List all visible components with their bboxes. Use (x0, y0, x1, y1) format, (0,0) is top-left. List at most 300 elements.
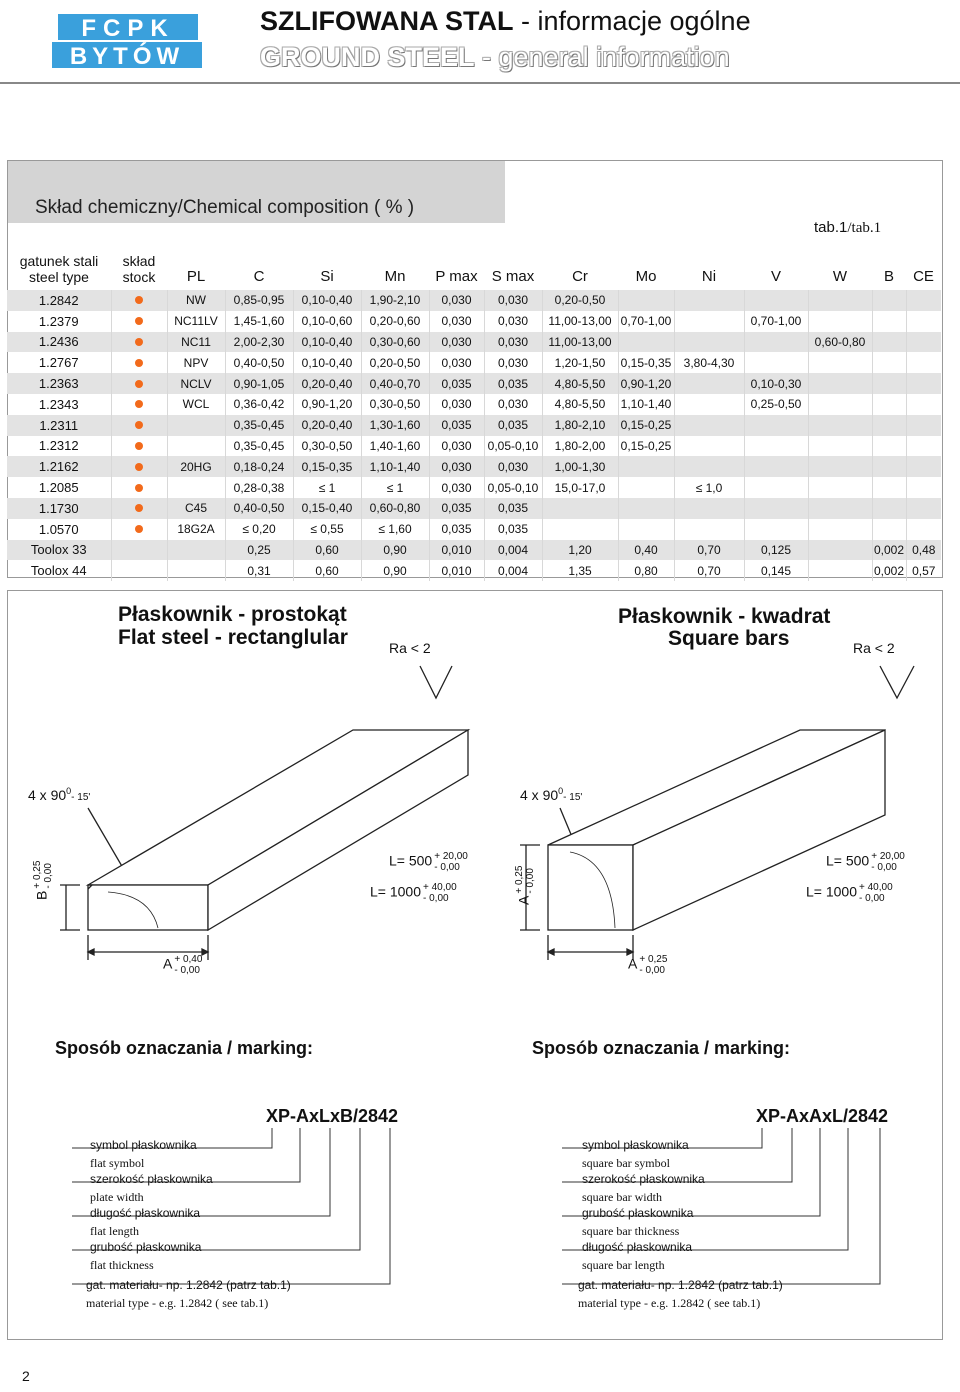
col-cr: Cr (572, 268, 588, 285)
col-ce: CE (913, 268, 934, 285)
fcpk-bytow-logo (48, 8, 208, 72)
cell-mn: 0,90 (361, 540, 429, 561)
cell-grade: 1.2312 (7, 436, 111, 457)
cell-si: 0,30-0,50 (293, 436, 361, 457)
cell-cr: 0,20-0,50 (542, 290, 618, 311)
cell-si: 0,60 (293, 540, 361, 561)
cell-s: 0,05-0,10 (484, 477, 542, 498)
marking-item-pl: gat. materiału- np. 1.2842 (patrz tab.1) (578, 1278, 783, 1292)
cell-mo: 0,15-0,25 (618, 436, 674, 457)
cell-v: 0,125 (744, 540, 808, 561)
cell-b (872, 477, 906, 498)
cell-mo (618, 290, 674, 311)
stock-indicator (111, 540, 167, 561)
cell-si: 0,10-0,40 (293, 352, 361, 373)
stock-dot-icon (135, 525, 143, 533)
square-title-en: Square bars (668, 627, 790, 650)
cell-p: 0,030 (429, 352, 484, 373)
cell-mo (618, 477, 674, 498)
table-row (7, 540, 941, 561)
cell-ni (674, 373, 744, 394)
flat-length-1000: L= 1000 + 40,00 - 0,00 (370, 882, 457, 904)
cell-pl: NCLV (167, 373, 225, 394)
cell-grade: 1.2311 (7, 415, 111, 436)
cell-w (808, 477, 872, 498)
square-dim-a-label: A + 0,25 - 0,00 (628, 954, 668, 976)
cell-ce (906, 332, 941, 353)
cell-mn: 1,40-1,60 (361, 436, 429, 457)
cell-pl: WCL (167, 394, 225, 415)
cell-pl (167, 477, 225, 498)
cell-v: 0,10-0,30 (744, 373, 808, 394)
cell-pl: 20HG (167, 456, 225, 477)
cell-mn: 0,20-0,50 (361, 352, 429, 373)
cell-p: 0,030 (429, 311, 484, 332)
cell-b (872, 352, 906, 373)
cell-grade: 1.0570 (7, 519, 111, 540)
cell-ce (906, 477, 941, 498)
cell-ni (674, 519, 744, 540)
cell-si: 0,20-0,40 (293, 415, 361, 436)
title-pl-bold: SZLIFOWANA STAL (260, 6, 514, 36)
cell-ni: ≤ 1,0 (674, 477, 744, 498)
flat-title-en: Flat steel - rectanglular (118, 626, 348, 649)
tab-ref-b: /tab.1 (847, 220, 882, 236)
cell-pl (167, 436, 225, 457)
col-w: W (832, 268, 848, 285)
stock-indicator (111, 352, 167, 373)
cell-mo: 0,80 (618, 560, 674, 581)
stock-dot-icon (135, 463, 143, 471)
cell-grade: 1.2343 (7, 394, 111, 415)
cell-cr: 1,20 (542, 540, 618, 561)
cell-ce (906, 519, 941, 540)
table-row (7, 519, 941, 540)
marking-flat-title: Sposób oznaczania / marking: (55, 1038, 314, 1058)
cell-cr: 4,80-5,50 (542, 373, 618, 394)
cell-c: 0,25 (225, 540, 293, 561)
cell-mo: 0,15-0,35 (618, 352, 674, 373)
cell-si: 0,90-1,20 (293, 394, 361, 415)
cell-p: 0,030 (429, 456, 484, 477)
cell-w (808, 436, 872, 457)
marking-item-pl: grubość płaskownika (582, 1206, 694, 1220)
marking-item-en: square bar thickness (582, 1224, 680, 1238)
stock-dot-icon (135, 421, 143, 429)
cell-grade: 1.2436 (7, 332, 111, 353)
cell-ni (674, 332, 744, 353)
cell-c: 0,90-1,05 (225, 373, 293, 394)
cell-cr: 4,80-5,50 (542, 394, 618, 415)
cell-mn: 0,90 (361, 560, 429, 581)
cell-w (808, 394, 872, 415)
cell-si: 0,20-0,40 (293, 373, 361, 394)
page-title-pl (260, 6, 751, 37)
cell-ni: 3,80-4,30 (674, 352, 744, 373)
cell-ce (906, 394, 941, 415)
cell-mn: 0,40-0,70 (361, 373, 429, 394)
cell-pl (167, 415, 225, 436)
cell-ni (674, 436, 744, 457)
stock-indicator (111, 373, 167, 394)
page-title-en (260, 42, 730, 73)
stock-dot-icon (135, 296, 143, 304)
square-ra: Ra < 2 (853, 640, 895, 656)
marking-item-pl: gat. materiału- np. 1.2842 (patrz tab.1) (86, 1278, 291, 1292)
table-row (7, 352, 941, 373)
svg-text:FCPK: FCPK (81, 15, 175, 42)
cell-w (808, 540, 872, 561)
cell-ni (674, 311, 744, 332)
cell-mo (618, 456, 674, 477)
cell-ce (906, 373, 941, 394)
cell-w (808, 519, 872, 540)
cell-grade: 1.2162 (7, 456, 111, 477)
cell-cr: 1,20-1,50 (542, 352, 618, 373)
flat-dim-b-label: B+ 0,25 - 0,00 (32, 860, 54, 900)
flat-roughness-symbol (420, 666, 452, 698)
stock-indicator (111, 311, 167, 332)
square-title-pl: Płaskownik - kwadrat (618, 605, 831, 628)
cell-pl: NC11 (167, 332, 225, 353)
cell-b (872, 456, 906, 477)
cell-ni (674, 394, 744, 415)
table-row (7, 456, 941, 477)
cell-b (872, 436, 906, 457)
cell-pl: NW (167, 290, 225, 311)
composition-title: Skład chemiczny/Chemical composition ( % ) (35, 197, 415, 218)
table-row (7, 290, 941, 311)
cell-mo: 0,90-1,20 (618, 373, 674, 394)
title-en-bold: GROUND STEEL (260, 42, 475, 72)
cell-v (744, 290, 808, 311)
cell-ce (906, 311, 941, 332)
marking-item-pl: długość płaskownika (90, 1206, 201, 1220)
cell-w (808, 498, 872, 519)
cell-ce (906, 498, 941, 519)
marking-item-en: square bar symbol (582, 1156, 670, 1170)
cell-b (872, 373, 906, 394)
cell-c: 0,18-0,24 (225, 456, 293, 477)
cell-v: 0,25-0,50 (744, 394, 808, 415)
stock-indicator (111, 477, 167, 498)
cell-pl: NC11LV (167, 311, 225, 332)
cell-w (808, 290, 872, 311)
cell-b (872, 415, 906, 436)
stock-indicator (111, 290, 167, 311)
cell-s: 0,030 (484, 311, 542, 332)
square-dim-side-label: A+ 0,25 - 0,00 (514, 865, 536, 905)
cell-s: 0,004 (484, 560, 542, 581)
marking-item-en: square bar length (582, 1258, 665, 1272)
stock-dot-icon (135, 484, 143, 492)
cell-p: 0,030 (429, 290, 484, 311)
cell-s: 0,030 (484, 332, 542, 353)
col-c: C (253, 268, 265, 285)
col-v: V (770, 268, 781, 285)
cell-mo: 0,70-1,00 (618, 311, 674, 332)
cell-b: 0,002 (872, 560, 906, 581)
cell-pl (167, 540, 225, 561)
cell-s: 0,035 (484, 498, 542, 519)
cell-s: 0,035 (484, 519, 542, 540)
cell-grade: 1.2842 (7, 290, 111, 311)
table-reference (814, 219, 881, 237)
cell-mn: ≤ 1,60 (361, 519, 429, 540)
flat-dim-a-label: A + 0,40 - 0,00 (163, 954, 203, 976)
cell-mn: 0,20-0,60 (361, 311, 429, 332)
stock-dot-icon (135, 442, 143, 450)
header-divider (0, 82, 960, 84)
stock-indicator (111, 560, 167, 581)
marking-item-en: square bar width (582, 1190, 662, 1204)
cell-grade: 1.2379 (7, 311, 111, 332)
cell-ni: 0,70 (674, 540, 744, 561)
cell-c: 0,85-0,95 (225, 290, 293, 311)
table-row (7, 415, 941, 436)
flat-length-500: L= 500 + 20,00 - 0,00 (389, 851, 468, 873)
cell-p: 0,030 (429, 332, 484, 353)
svg-text:BYTÓW: BYTÓW (69, 43, 185, 70)
marking-item-pl: symbol płaskownika (582, 1138, 689, 1152)
cell-grade: 1.2085 (7, 477, 111, 498)
cell-w (808, 560, 872, 581)
cell-b (872, 332, 906, 353)
cell-cr: 1,80-2,00 (542, 436, 618, 457)
cell-si: 0,15-0,40 (293, 498, 361, 519)
cell-grade: 1.2363 (7, 373, 111, 394)
cell-c: 2,00-2,30 (225, 332, 293, 353)
cell-v (744, 352, 808, 373)
cell-s: 0,004 (484, 540, 542, 561)
stock-dot-icon (135, 380, 143, 388)
cell-grade: Toolox 33 (7, 540, 111, 561)
cell-mn: 1,90-2,10 (361, 290, 429, 311)
cell-mo (618, 332, 674, 353)
cell-w (808, 352, 872, 373)
cell-si: ≤ 0,55 (293, 519, 361, 540)
cell-mo: 0,40 (618, 540, 674, 561)
cell-s: 0,030 (484, 352, 542, 373)
cell-si: ≤ 1 (293, 477, 361, 498)
cell-si: 0,10-0,40 (293, 332, 361, 353)
cell-p: 0,030 (429, 477, 484, 498)
cell-mn: 0,30-0,60 (361, 332, 429, 353)
flat-chamfer: 4 x 900- 15' (28, 786, 91, 803)
stock-dot-icon (135, 317, 143, 325)
cell-ce (906, 415, 941, 436)
table-row (7, 560, 941, 581)
cell-c: ≤ 0,20 (225, 519, 293, 540)
cell-p: 0,030 (429, 394, 484, 415)
cell-w: 0,60-0,80 (808, 332, 872, 353)
square-roughness-symbol (880, 666, 914, 698)
cell-v (744, 436, 808, 457)
cell-cr: 11,00-13,00 (542, 332, 618, 353)
stock-indicator (111, 436, 167, 457)
flat-dim-b (60, 885, 80, 930)
cell-pl (167, 560, 225, 581)
cell-c: 0,28-0,38 (225, 477, 293, 498)
square-length-1000: L= 1000 + 40,00 - 0,00 (806, 882, 893, 904)
cell-w (808, 373, 872, 394)
cell-p: 0,035 (429, 498, 484, 519)
marking-square-code: XP-AxAxL/2842 (756, 1106, 889, 1126)
cell-s: 0,030 (484, 394, 542, 415)
cell-p: 0,030 (429, 436, 484, 457)
stock-indicator (111, 498, 167, 519)
marking-square-title: Sposób oznaczania / marking: (532, 1038, 791, 1058)
cell-v: 0,145 (744, 560, 808, 581)
title-en-rest: - general information (474, 42, 730, 72)
stock-dot-icon (135, 359, 143, 367)
square-dim-a (548, 935, 633, 960)
cell-v: 0,70-1,00 (744, 311, 808, 332)
cell-mn: 1,10-1,40 (361, 456, 429, 477)
stock-indicator (111, 456, 167, 477)
col-smax: S max (491, 268, 535, 285)
marking-item-en: plate width (90, 1190, 144, 1204)
cell-si: 0,10-0,60 (293, 311, 361, 332)
cell-cr: 1,00-1,30 (542, 456, 618, 477)
cell-mn: 1,30-1,60 (361, 415, 429, 436)
cell-c: 0,31 (225, 560, 293, 581)
stock-indicator (111, 519, 167, 540)
cell-s: 0,030 (484, 456, 542, 477)
cell-ce (906, 456, 941, 477)
cell-pl: NPV (167, 352, 225, 373)
cell-c: 0,40-0,50 (225, 498, 293, 519)
composition-table (7, 245, 941, 581)
cell-c: 0,35-0,45 (225, 436, 293, 457)
cell-ni (674, 290, 744, 311)
cell-c: 0,35-0,45 (225, 415, 293, 436)
square-chamfer: 4 x 900- 15' (520, 786, 583, 803)
cell-cr: 1,80-2,10 (542, 415, 618, 436)
cell-p: 0,035 (429, 373, 484, 394)
page-number: 2 (22, 1368, 30, 1384)
cell-cr: 1,35 (542, 560, 618, 581)
col-mo: Mo (635, 268, 657, 285)
cell-b (872, 311, 906, 332)
table-row (7, 394, 941, 415)
stock-dot-icon (135, 504, 143, 512)
cell-mo: 0,15-0,25 (618, 415, 674, 436)
cell-w (808, 311, 872, 332)
table-row (7, 332, 941, 353)
cell-v (744, 456, 808, 477)
flat-title-pl: Płaskownik - prostokąt (118, 603, 347, 626)
cell-c: 0,36-0,42 (225, 394, 293, 415)
cell-ce (906, 436, 941, 457)
flat-ra: Ra < 2 (389, 640, 431, 656)
marking-item-en: flat symbol (90, 1156, 145, 1170)
cell-ni: 0,70 (674, 560, 744, 581)
cell-mn: 0,60-0,80 (361, 498, 429, 519)
cell-s: 0,05-0,10 (484, 436, 542, 457)
cell-p: 0,035 (429, 519, 484, 540)
stock-indicator (111, 394, 167, 415)
cell-p: 0,010 (429, 560, 484, 581)
tab-ref-a: tab.1 (814, 219, 848, 236)
cell-mo: 1,10-1,40 (618, 394, 674, 415)
cell-grade: 1.2767 (7, 352, 111, 373)
col-si: Si (320, 268, 334, 285)
cell-s: 0,030 (484, 290, 542, 311)
cell-v (744, 415, 808, 436)
cell-p: 0,010 (429, 540, 484, 561)
cell-v (744, 477, 808, 498)
col-grade: gatunek stali steel type (19, 253, 99, 285)
cell-ce: 0,48 (906, 540, 941, 561)
cell-cr (542, 519, 618, 540)
table-row (7, 436, 941, 457)
cell-b (872, 290, 906, 311)
cell-c: 1,45-1,60 (225, 311, 293, 332)
square-length-500: L= 500 + 20,00 - 0,00 (826, 851, 905, 873)
cell-b: 0,002 (872, 540, 906, 561)
cell-si: 0,60 (293, 560, 361, 581)
marking-item-pl: szerokość płaskownika (582, 1172, 705, 1186)
marking-item-en: flat length (90, 1224, 139, 1238)
technical-drawings (0, 590, 960, 1010)
cell-s: 0,035 (484, 373, 542, 394)
cell-v (744, 519, 808, 540)
cell-si: 0,10-0,40 (293, 290, 361, 311)
marking-item-pl: długość płaskownika (582, 1240, 693, 1254)
cell-mn: 0,30-0,50 (361, 394, 429, 415)
cell-c: 0,40-0,50 (225, 352, 293, 373)
cell-pl: C45 (167, 498, 225, 519)
cell-w (808, 415, 872, 436)
stock-indicator (111, 332, 167, 353)
cell-mo (618, 498, 674, 519)
title-pl-rest: - informacje ogólne (513, 6, 751, 36)
cell-cr (542, 498, 618, 519)
table-row (7, 311, 941, 332)
cell-ni (674, 456, 744, 477)
marking-item-en: material type - e.g. 1.2842 ( see tab.1) (578, 1296, 761, 1310)
cell-cr: 15,0-17,0 (542, 477, 618, 498)
stock-dot-icon (135, 400, 143, 408)
stock-indicator (111, 415, 167, 436)
cell-grade: 1.1730 (7, 498, 111, 519)
cell-ce: 0,57 (912, 563, 936, 578)
col-pl: PL (186, 268, 206, 285)
cell-pl: 18G2A (167, 519, 225, 540)
cell-ce (906, 290, 941, 311)
cell-b (872, 519, 906, 540)
marking-item-pl: symbol płaskownika (90, 1138, 197, 1152)
composition-table-body (7, 290, 941, 581)
cell-mn: ≤ 1 (361, 477, 429, 498)
stock-dot-icon (135, 338, 143, 346)
table-row (7, 373, 941, 394)
cell-mo (618, 519, 674, 540)
cell-v (744, 498, 808, 519)
marking-item-en: material type - e.g. 1.2842 ( see tab.1) (86, 1296, 269, 1310)
cell-ce (906, 352, 941, 373)
marking-flat-code: XP-AxLxB/2842 (266, 1106, 399, 1126)
col-b: B (883, 268, 894, 285)
col-ni: Ni (701, 268, 717, 285)
cell-v (744, 332, 808, 353)
marking-item-pl: grubość płaskownika (90, 1240, 202, 1254)
cell-p: 0,035 (429, 415, 484, 436)
col-mn: Mn (384, 268, 406, 285)
cell-b (872, 394, 906, 415)
cell-ni (674, 498, 744, 519)
